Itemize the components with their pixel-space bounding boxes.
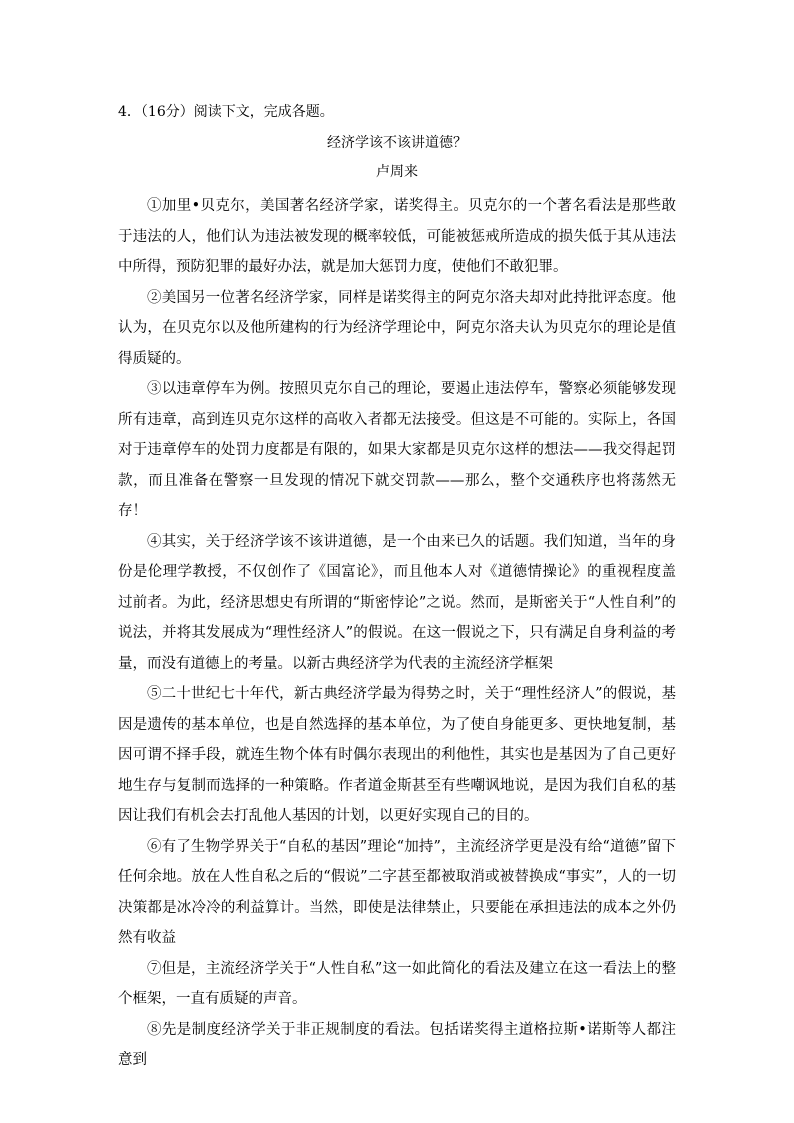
question-header: 4．（16分）阅读下文，完成各题。 — [118, 104, 334, 120]
paragraph-3: ③以违章停车为例。按照贝克尔自己的理论，要遏止违法停车，警察必须能够发现所有违章，高到连贝克尔这样的高收入者都无法接受。但这是不可能的。实际上，各国对于违章停车的处罚力度都是有限的，如果大家都是贝克尔这样的想法——我交得起罚款，而且准备在警察一旦发现的情况下就交罚款——那么，整个交通秩序也将荡然无存！ — [118, 381, 676, 519]
paragraph-1: ①加里•贝克尔，美国著名经济学家，诺奖得主。贝克尔的一个著名看法是那些敢于违法的人，他们认为违法被发现的概率较低，可能被惩戒所造成的损失低于其从违法中所得，预防犯罪的最好办法，就是加大惩罚力度，使他们不敢犯罪。 — [118, 198, 676, 275]
paragraph-8: ⑧先是制度经济学关于非正规制度的看法。包括诺奖得主道格拉斯•诺斯等人都注意到 — [118, 1021, 676, 1068]
paragraph-5: ⑤二十世纪七十年代，新古典经济学最为得势之时，关于“理性经济人”的假说，基因是遗传的基本单位，也是自然选择的基本单位，为了使自身能更多、更快地复制，基因可谓不择手段，就连生物个体有时偶尔表现出的利他性，其实也是基因为了自己更好地生存与复制而选择的一种策略。作者道金斯甚至有些嘲讽地说，是因为我们自私的基因让我们有机会去打乱他人基因的计划，以更好实现自己的目的。 — [118, 686, 676, 824]
paragraph-2: ②美国另一位著名经济学家，同样是诺奖得主的阿克尔洛夫却对此持批评态度。他认为，在贝克尔以及他所建构的行为经济学理论中，阿克尔洛夫认为贝克尔的理论是值得质疑的。 — [118, 289, 676, 367]
article-body — [118, 191, 676, 1076]
article-title: 经济学该不该讲道德？ — [327, 135, 467, 151]
paragraph-7: ⑦但是，主流经济学关于“人性自私”这一如此简化的看法及建立在这一看法上的整个框架，一直有质疑的声音。 — [118, 960, 676, 1007]
paragraph-6: ⑥有了生物学界关于“自私的基因”理论“加持”，主流经济学更是没有给“道德”留下任何余地。放在人性自私之后的“假说”二字甚至都被取消或被替换成“事实”，人的一切决策都是冰冷冷的利益算计。当然，即使是法律禁止，只要能在承担违法的成本之外仍然有收益 — [118, 838, 676, 946]
paragraph-4: ④其实，关于经济学该不该讲道德，是一个由来已久的话题。我们知道，当年的身份是伦理学教授，不仅创作了《国富论》，而且他本人对《道德情操论》的重视程度盖过前者。为此，经济思想史有所谓的“斯密悖论”之说。然而，是斯密关于“人性自利”的说法，并将其发展成为“理性经济人”的假说。在这一假说之下，只有满足自身利益的考量，而没有道德上的考量。以新古典经济学为代表的主流经济学框架 — [118, 533, 676, 672]
article-author: 卢周来 — [376, 164, 418, 180]
